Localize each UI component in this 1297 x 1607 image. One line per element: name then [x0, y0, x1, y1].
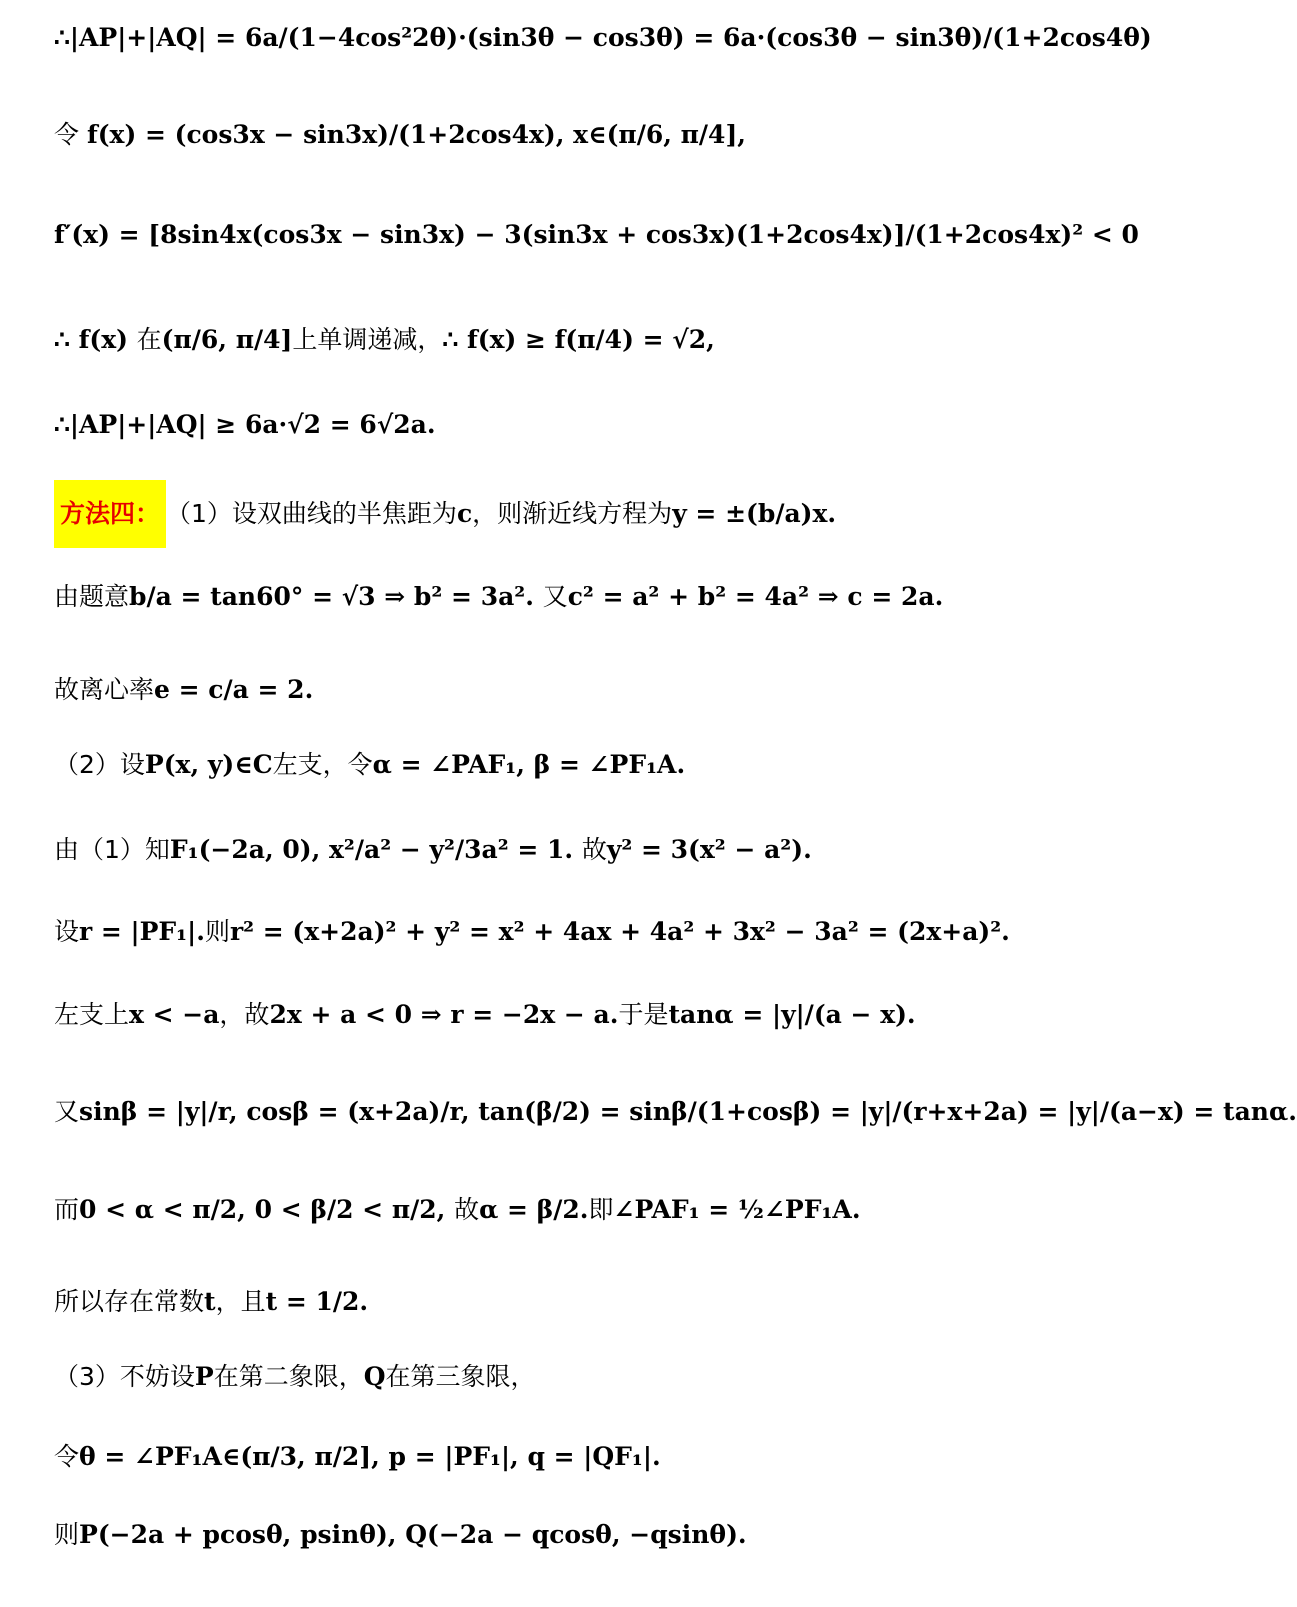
text-segment: 则: [204, 917, 230, 946]
line-6: [54, 480, 836, 548]
text-segment: 又: [54, 1097, 80, 1126]
text-segment: （2）设: [54, 750, 145, 779]
text-segment: 由（1）知: [54, 835, 170, 864]
text-segment: 即: [588, 1195, 614, 1224]
text-segment: 在: [136, 325, 162, 354]
text-segment: 设: [54, 917, 80, 946]
line-2: [54, 115, 746, 155]
text-segment: 又: [542, 582, 568, 611]
text-segment: 于是: [618, 1000, 669, 1029]
formula-segment: y = ±(b/a)x.: [672, 499, 837, 528]
text-segment: 由题意: [54, 582, 130, 611]
formula-segment: f(x) = (cos3x − sin3x)/(1+2cos4x), x∈(π/6, π/4],: [86, 120, 746, 149]
text-segment: 令: [54, 1442, 80, 1471]
formula-segment: ∴|AP|+|AQ| ≥ 6a·√2 = 6√2a.: [54, 410, 436, 439]
formula-segment: α = β/2.: [479, 1195, 589, 1224]
formula-segment: P(x, y)∈C: [144, 750, 273, 779]
line-12: [54, 995, 916, 1035]
formula-segment: 0 < α < π/2, 0 < β/2 < π/2,: [79, 1195, 455, 1224]
formula-segment: c² = a² + b² = 4a² ⇒ c = 2a.: [567, 582, 944, 611]
formula-segment: 2x + a < 0 ⇒ r = −2x − a.: [269, 1000, 619, 1029]
formula-segment: y² = 3(x² − a²).: [606, 835, 812, 864]
text-segment: 故: [454, 1195, 480, 1224]
line-8: [54, 670, 313, 710]
formula-segment: ∴|AP|+|AQ| = 6a/(1−4cos²2θ)·(sin3θ − cos3θ) = 6a·(cos3θ − sin3θ)/(1+2cos4θ): [54, 23, 1152, 52]
text-segment: ，则渐近线方程为: [472, 499, 673, 528]
formula-segment: sinβ = |y|/r, cosβ = (x+2a)/r, tan(β/2) = sinβ/(1+cosβ) = |y|/(r+x+2a) = |y|/(a−x) = tanα.: [79, 1097, 1297, 1126]
formula-segment: Q: [363, 1362, 386, 1391]
text-segment: 在第三象限，: [385, 1362, 536, 1391]
line-7: [54, 577, 943, 617]
line-13: [54, 1092, 1297, 1132]
formula-segment: α = ∠PAF₁, β = ∠PF₁A.: [372, 750, 686, 779]
text-segment: （1）设双曲线的半焦距为: [166, 499, 457, 528]
text-segment: 左支上: [54, 1000, 130, 1029]
line-9: [54, 745, 685, 785]
text-segment: ，且: [215, 1287, 266, 1316]
line-11: [54, 912, 1010, 952]
formula-segment: P(−2a + pcosθ, psinθ), Q(−2a − qcosθ, −qsinθ).: [79, 1520, 747, 1549]
formula-segment: r = |PF₁|.: [79, 917, 205, 946]
text-segment: 所以存在常数: [54, 1287, 205, 1316]
text-segment: 故: [581, 835, 607, 864]
text-segment: （3）不妨设: [54, 1362, 195, 1391]
line-3: [54, 215, 1139, 255]
formula-segment: ∠PAF₁ = ½∠PF₁A.: [613, 1195, 861, 1224]
formula-segment: tanα = |y|/(a − x).: [668, 1000, 916, 1029]
line-10: [54, 830, 812, 870]
text-segment: 则: [54, 1520, 80, 1549]
text-segment: 上单调递减，: [292, 325, 443, 354]
formula-segment: ∴ f(x): [54, 325, 137, 354]
formula-segment: f′(x) = [8sin4x(cos3x − sin3x) − 3(sin3x + cos3x)(1+2cos4x)]/(1+2cos4x)² < 0: [54, 220, 1139, 249]
formula-segment: e = c/a = 2.: [154, 675, 314, 704]
formula-segment: F₁(−2a, 0), x²/a² − y²/3a² = 1.: [169, 835, 582, 864]
formula-segment: c: [456, 499, 473, 528]
line-4: [54, 320, 715, 360]
formula-segment: x < −a: [129, 1000, 220, 1029]
method-label: 方法四：: [54, 480, 166, 548]
line-16: [54, 1357, 536, 1397]
line-14: [54, 1190, 861, 1230]
formula-segment: P: [194, 1362, 214, 1391]
line-1: [54, 18, 1152, 58]
line-18: [54, 1515, 747, 1555]
line-15: [54, 1282, 368, 1322]
formula-segment: t = 1/2.: [265, 1287, 369, 1316]
text-segment: ，故: [219, 1000, 270, 1029]
text-segment: 而: [54, 1195, 80, 1224]
formula-segment: (π/6, π/4]: [161, 325, 293, 354]
text-segment: 令: [54, 120, 87, 149]
formula-segment: t: [204, 1287, 216, 1316]
formula-segment: r² = (x+2a)² + y² = x² + 4ax + 4a² + 3x² − 3a² = (2x+a)².: [229, 917, 1010, 946]
text-segment: 故离心率: [54, 675, 155, 704]
formula-segment: θ = ∠PF₁A∈(π/3, π/2], p = |PF₁|, q = |QF₁|.: [79, 1442, 661, 1471]
text-segment: 左支，令: [272, 750, 373, 779]
line-17: [54, 1437, 661, 1477]
formula-segment: b/a = tan60° = √3 ⇒ b² = 3a².: [129, 582, 543, 611]
formula-segment: ∴ f(x) ≥ f(π/4) = √2,: [442, 325, 715, 354]
text-segment: 在第二象限，: [213, 1362, 364, 1391]
line-5: [54, 405, 436, 445]
